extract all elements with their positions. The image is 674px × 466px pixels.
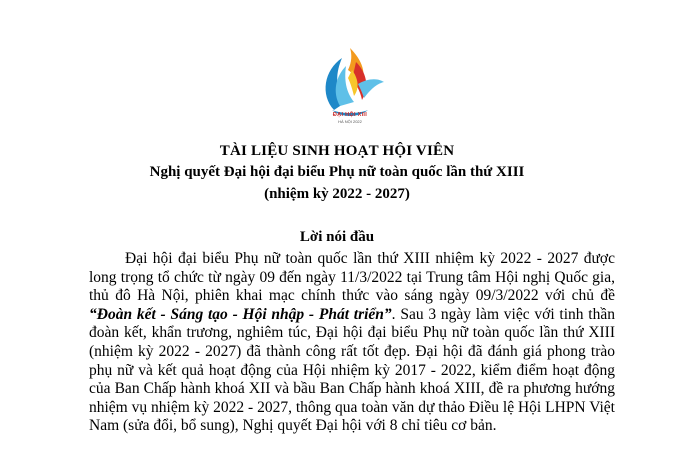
document-subtitle: Nghị quyết Đại hội đại biểu Phụ nữ toàn quốc lần thứ XIII	[149, 164, 525, 180]
body-paragraph	[89, 250, 615, 436]
logo-caption: ĐẠI HỘI XIII	[332, 112, 368, 118]
paragraph-text-before: Đại hội đại biểu Phụ nữ toàn quốc lần thứ XIII nhiệm kỳ 2022 - 2027 được long trọng tổ chức từ ngày 09 đến ngày 11/3/2022 tại Trung tâm Hội nghị Quốc gia, thủ đô Hà Nội, phiên khai mạc chính thức vào sáng ngày 09/3/2022 với chủ đề	[89, 250, 615, 305]
document-term: (nhiệm kỳ 2022 - 2027)	[264, 186, 410, 202]
logo-subcaption: HÀ NỘI 2022	[338, 119, 362, 124]
theme-slogan: “Đoàn kết - Sáng tạo - Hội nhập - Phát triển”	[89, 305, 392, 323]
paragraph-text-after: . Sau 3 ngày làm việc với tinh thần đoàn kết, khẩn trương, nghiêm túc, Đại hội đại biểu Phụ nữ toàn quốc lần thứ XIII (nhiệm kỳ 2022 - 2027) đã thành công rất tốt đẹp. Đại hội đã đánh giá phong trào phụ nữ và kết quả hoạt động của Hội nhiệm kỳ 2017 - 2022, kiểm điểm hoạt động của Ban Chấp hành khoá XII và bầu Ban Chấp hành khoá XIII, đề ra phương hướng nhiệm vụ nhiệm kỳ 2022 - 2027, thông qua toàn văn dự thảo Điều lệ Hội LHPN Việt Nam (sửa đổi, bổ sung), Nghị quyết Đại hội với 8 chỉ tiêu cơ bản.	[89, 305, 615, 435]
document-title: TÀI LIỆU SINH HOẠT HỘI VIÊN	[219, 143, 455, 159]
section-title: Lời nói đầu	[299, 229, 375, 245]
